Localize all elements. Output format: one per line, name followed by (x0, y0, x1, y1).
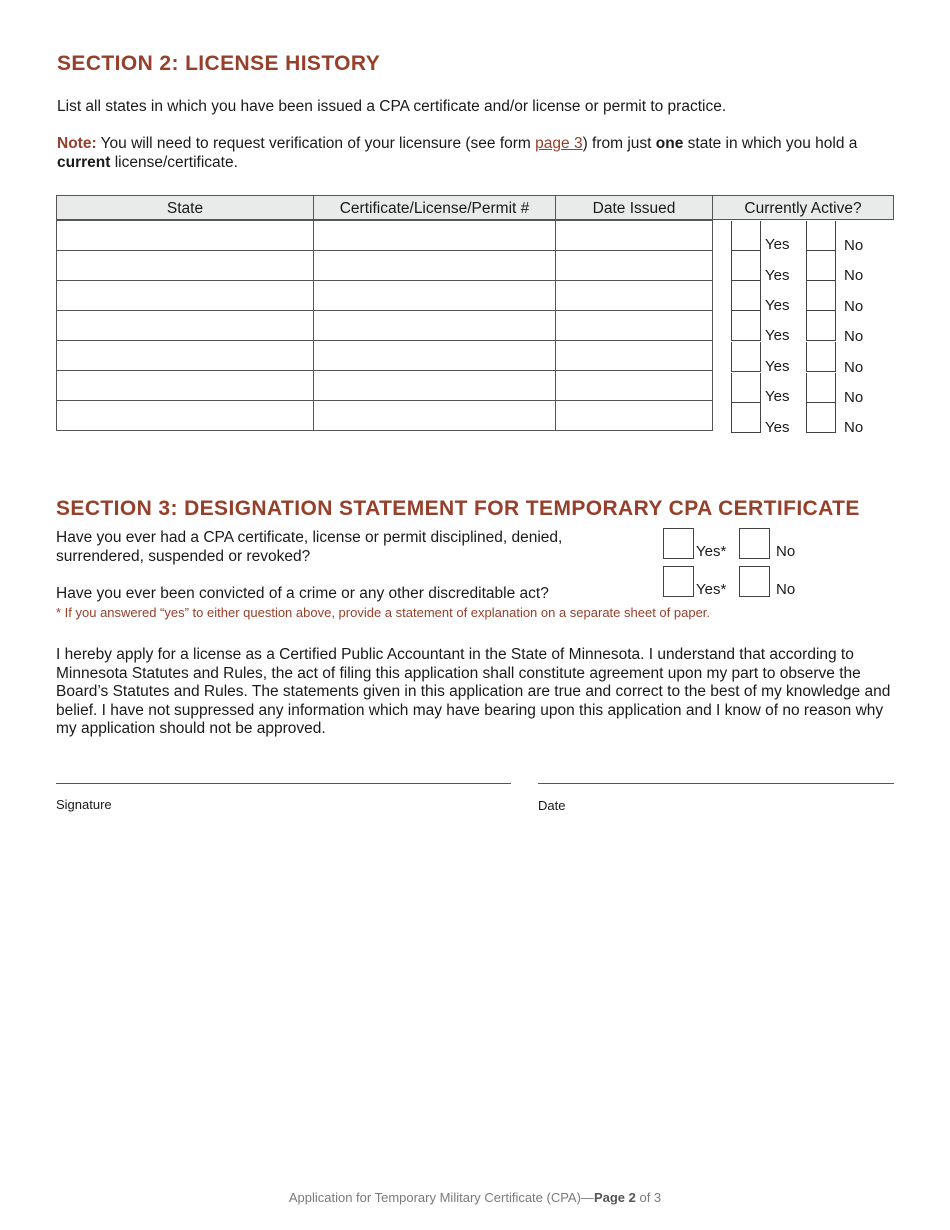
footnote: * If you answered “yes” to either question above, provide a statement of explanation on a separate sheet of paper. (56, 605, 711, 620)
yes-label: Yes (765, 267, 790, 284)
column-header-date-issued: Date Issued (555, 195, 713, 220)
date-line[interactable] (538, 783, 894, 784)
q1-yes-label: Yes* (696, 543, 727, 560)
page-footer: Application for Temporary Military Certificate (CPA)—Page 2 of 3 (288, 1190, 662, 1205)
q1-yes-checkbox[interactable] (663, 528, 694, 559)
no-label: No (844, 419, 864, 436)
table-row (57, 341, 713, 371)
date-issued-cell[interactable] (556, 311, 713, 341)
certificate-cell[interactable] (314, 251, 556, 281)
section2-instruction: List all states in which you have been issued a CPA certificate and/or license or permit to practice. (57, 98, 727, 115)
certificate-cell[interactable] (314, 371, 556, 401)
date-issued-cell[interactable] (556, 401, 713, 431)
yes-label: Yes (765, 419, 790, 436)
state-cell[interactable] (57, 311, 314, 341)
date-issued-cell[interactable] (556, 341, 713, 371)
column-header-certificate: Certificate/License/Permit # (313, 195, 556, 220)
column-header-currently-active: Currently Active? (712, 195, 894, 220)
date-label: Date (538, 798, 566, 813)
no-label: No (844, 237, 864, 254)
page3-link[interactable]: page 3 (535, 135, 583, 152)
date-issued-cell[interactable] (556, 371, 713, 401)
question-convicted: Have you ever been convicted of a crime or any other discreditable act? (56, 585, 549, 602)
active-yes-checkbox[interactable] (731, 311, 761, 341)
state-cell[interactable] (57, 341, 314, 371)
column-header-state: State (56, 195, 314, 220)
no-label: No (844, 267, 864, 284)
question-disciplined: Have you ever had a CPA certificate, license or permit disciplined, denied, surrendered, suspended or revoked? (56, 529, 563, 565)
state-cell[interactable] (57, 251, 314, 281)
date-issued-cell[interactable] (556, 221, 713, 251)
declaration: I hereby apply for a license as a Certified Public Accountant in the State of Minnesota. I understand that according to Minnesota Statutes and Rules, the act of filing this application shall constitute agreement upon my part to observe the Board’s Statutes and Rules. The statements given in this application are true and correct to the best of my knowledge and belief. I have not suppressed any information which may have bearing upon this application and I know of no reason why my application should not be approved. (56, 646, 891, 738)
certificate-cell[interactable] (314, 311, 556, 341)
active-yes-checkbox[interactable] (731, 342, 761, 372)
no-label: No (844, 389, 864, 406)
state-cell[interactable] (57, 371, 314, 401)
active-no-checkbox[interactable] (806, 373, 836, 403)
q2-no-checkbox[interactable] (739, 566, 770, 597)
active-yes-checkbox[interactable] (731, 221, 761, 251)
q2-yes-label: Yes* (696, 581, 727, 598)
signature-line[interactable] (56, 783, 511, 784)
table-row (57, 371, 713, 401)
q1-no-label: No (776, 543, 796, 560)
yes-label: Yes (765, 327, 790, 344)
state-cell[interactable] (57, 281, 314, 311)
active-no-checkbox[interactable] (806, 403, 836, 433)
yes-label: Yes (765, 236, 790, 253)
date-issued-cell[interactable] (556, 251, 713, 281)
table-row (57, 311, 713, 341)
table-row (57, 401, 713, 431)
yes-label: Yes (765, 358, 790, 375)
license-history-table (56, 220, 713, 431)
q2-no-label: No (776, 581, 796, 598)
certificate-cell[interactable] (314, 401, 556, 431)
yes-label: Yes (765, 297, 790, 314)
state-cell[interactable] (57, 221, 314, 251)
no-label: No (844, 328, 864, 345)
state-cell[interactable] (57, 401, 314, 431)
q2-yes-checkbox[interactable] (663, 566, 694, 597)
certificate-cell[interactable] (314, 221, 556, 251)
active-yes-checkbox[interactable] (731, 251, 761, 281)
section3-heading: SECTION 3: DESIGNATION STATEMENT FOR TEMPORARY CPA CERTIFICATE (56, 497, 860, 520)
table-row (57, 251, 713, 281)
table-row (57, 281, 713, 311)
no-label: No (844, 359, 864, 376)
no-label: No (844, 298, 864, 315)
active-no-checkbox[interactable] (806, 342, 836, 372)
section2-heading: SECTION 2: LICENSE HISTORY (57, 52, 381, 75)
yes-label: Yes (765, 388, 790, 405)
active-yes-checkbox[interactable] (731, 281, 761, 311)
active-yes-checkbox[interactable] (731, 403, 761, 433)
q1-no-checkbox[interactable] (739, 528, 770, 559)
section2-note: Note: You will need to request verification of your licensure (see form page 3) from just one state in which you hold a current license/certificate. (57, 135, 858, 171)
active-no-checkbox[interactable] (806, 281, 836, 311)
active-no-checkbox[interactable] (806, 251, 836, 281)
active-no-checkbox[interactable] (806, 221, 836, 251)
note-label: Note: (57, 135, 97, 152)
table-row (57, 221, 713, 251)
active-yes-checkbox[interactable] (731, 373, 761, 403)
date-issued-cell[interactable] (556, 281, 713, 311)
active-no-checkbox[interactable] (806, 311, 836, 341)
certificate-cell[interactable] (314, 281, 556, 311)
signature-label: Signature (56, 797, 112, 812)
certificate-cell[interactable] (314, 341, 556, 371)
